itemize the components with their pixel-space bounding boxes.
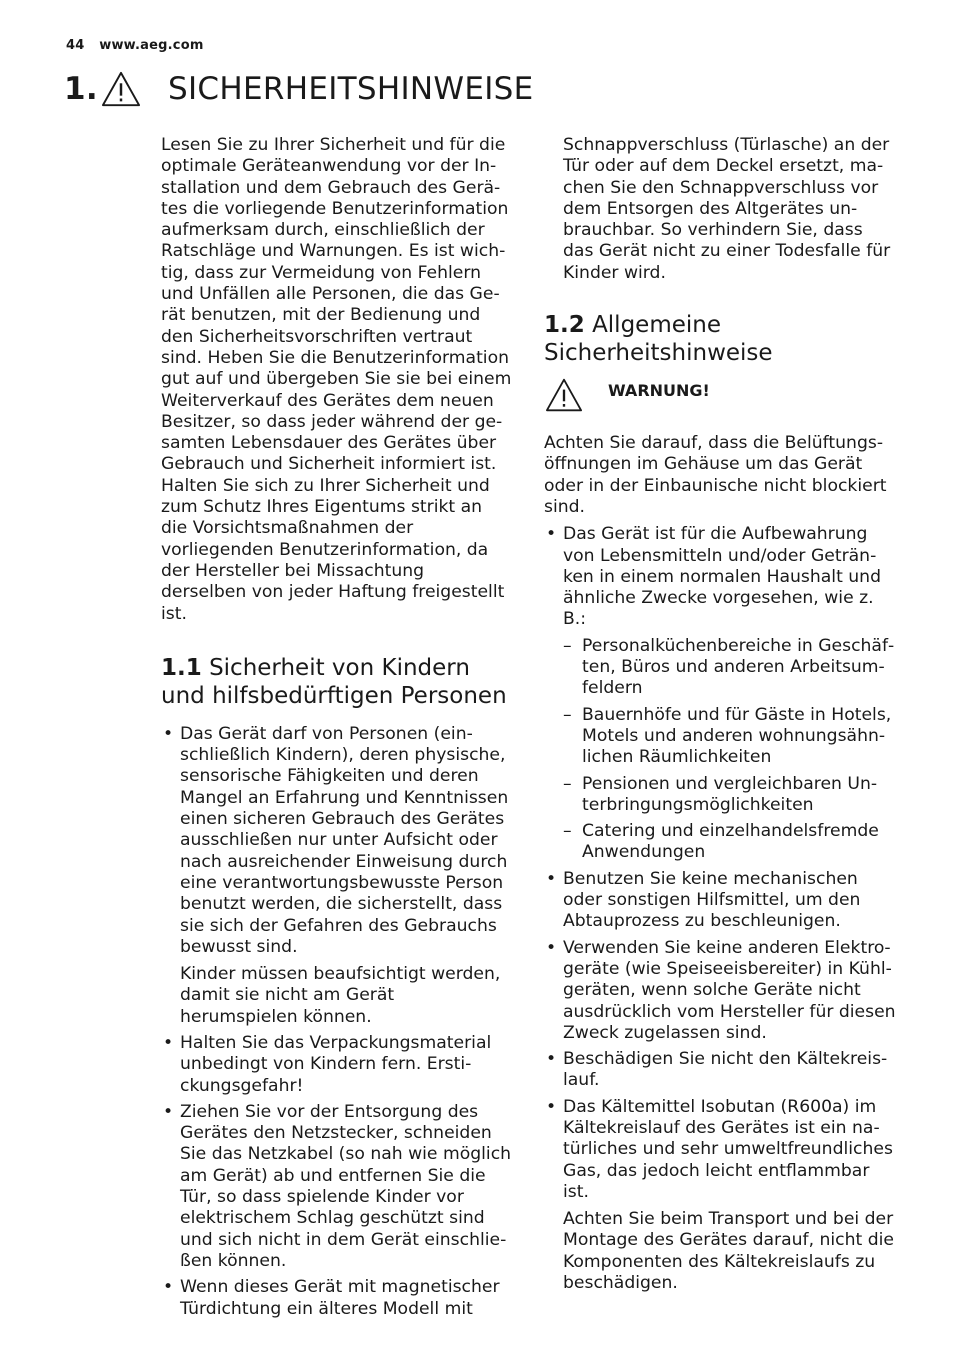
section-title: Allgemeine Sicherheitshinweise (544, 312, 773, 367)
list-item-text: • Wenn dieses Gerät mit magnetischer Türdichtung ein älteres Modell mit (180, 1277, 500, 1319)
section-1-1-list (161, 724, 513, 1320)
list-item-continuation: Schnappverschluss (Türlasche) an der Tür oder auf dem Deckel ersetzt, machen Sie den Schnappverschluss vor dem Entsorgen des Altgerätes unbrauchbar. So verhindern Sie, dass das Gerät nicht zu einer Todesfalle für Kinder wird. (563, 135, 891, 283)
list-item-text: • Das Gerät ist für die Aufbewahrung von Lebensmitteln und/oder Getränken in einem normalen Haushalt und ähnliche Zwecke vorgesehen, wie z. B.: (563, 524, 881, 630)
list-item (161, 1033, 513, 1097)
list-item (544, 869, 896, 933)
list-item (544, 1049, 896, 1092)
list-item-text: • Benutzen Sie keine mechanischen oder sonstigen Hilfsmittel, um den Abtauprozess zu beschleunigen. (563, 868, 861, 932)
sub-list-item: – Pensionen und vergleichbaren Unterbringungsmöglichkeiten (563, 774, 896, 817)
section-number: 1.1 (161, 654, 202, 681)
section-1-2-heading (544, 311, 896, 367)
list-item (544, 524, 896, 863)
list-item-text: • Das Gerät darf von Personen (einschließlich Kindern), deren physische, sensorische Fähigkeiten und deren Mangel an Erfahrung und Kenntnissen einen sicheren Gebrauch des Gerätes ausschließen nur unter Aufsicht oder nach ausreichender Einweisung durch eine verantwortungsbewusste Person benutzt werden, die sicherstellt, dass sie sich der Gefahren des Gebrauchs bewusst sind. (180, 723, 509, 957)
sub-list-item: – Personalküchenbereiche in Geschäften, Büros und anderen Arbeitsumfeldern (563, 636, 896, 700)
list-item (544, 938, 896, 1044)
section-1-1-heading (161, 654, 513, 710)
intro-paragraph: Lesen Sie zu Ihrer Sicherheit und für die optimale Geräteanwendung vor der Installation und dem Gebrauch des Gerätes die vorliegende Benutzerinformation aufmerksam durch, einschließlich der Ratschläge und Warnungen. Es ist wichtig, dass zur Vermeidung von Fehlern und Unfällen alle Personen, die das Gerät benutzen, mit der Bedienung und den Sicherheitsvorschriften vertraut sind. Heben Sie die Benutzerinformation gut auf und übergeben Sie sie bei einem Weiterverkauf des Gerätes dem neuen Besitzer, so dass jeder während der gesamten Lebensdauer des Gerätes über Gebrauch und Sicherheit informiert ist. Halten Sie sich zu Ihrer Sicherheit und zum Schutz Ihres Eigentums strikt an die Vorsichtsmaßnahmen der vorliegenden Benutzerinformation, da der Hersteller bei Missachtung derselben von jeder Haftung freigestellt ist. (161, 135, 512, 624)
chapter-number: 1. (64, 71, 98, 107)
section-title: Sicherheit von Kindern und hilfsbedürftigen Personen (161, 654, 507, 709)
page-header (66, 38, 204, 53)
sub-list-item: – Catering und einzelhandelsfremde Anwendungen (563, 821, 896, 864)
section-number: 1.2 (544, 312, 585, 339)
list-item-text: • Verwenden Sie keine anderen Elektrogeräte (wie Speiseeisbereiter) in Kühlgeräten, wenn solche Geräte nicht ausdrücklich vom Hersteller für diesen Zweck zugelassen sind. (563, 937, 896, 1043)
sub-list-item: – Bauernhöfe und für Gäste in Hotels, Motels und anderen wohnungsähnlichen Räumlichkeiten (563, 705, 896, 769)
list-item-text: • Das Kältemittel Isobutan (R600a) im Kältekreislauf des Gerätes ist ein natürliches und sehr umweltfreundliches Gas, das jedoch leicht entflammbar ist. (563, 1096, 893, 1202)
chapter-heading (64, 64, 534, 114)
list-item (161, 724, 513, 1028)
chapter-title: SICHERHEITSHINWEISE (168, 71, 534, 107)
right-column (544, 135, 896, 1299)
warning-triangle-icon (100, 70, 142, 108)
section-1-2-list (544, 524, 896, 1294)
list-item (161, 1277, 513, 1320)
warning-text: Achten Sie darauf, dass die Belüftungsöffnungen im Gehäuse um das Gerät oder in der Einbaunische nicht blockiert sind. (544, 433, 887, 517)
list-item-text: • Ziehen Sie vor der Entsorgung des Gerätes den Netzstecker, schneiden Sie das Netzkabel (so nah wie möglich am Gerät) ab und entfernen Sie die Tür, so dass spielende Kinder vor elektrischem Schlag geschützt sind und sich nicht in dem Gerät einschließen können. (180, 1101, 512, 1271)
website-link[interactable]: www.aeg.com (99, 38, 204, 53)
list-item-text: • Beschädigen Sie nicht den Kältekreislauf. (563, 1049, 888, 1091)
warning-box (544, 377, 896, 413)
left-column (161, 135, 513, 1325)
page-number: 44 (66, 38, 85, 53)
list-item-text: • Halten Sie das Verpackungsmaterial unbedingt von Kindern fern. Erstickungsgefahr! (180, 1032, 492, 1096)
list-item-extra: Kinder müssen beaufsichtigt werden, damit sie nicht am Gerät herumspielen können. (180, 964, 501, 1027)
warning-triangle-icon (544, 377, 584, 413)
list-item-extra: Achten Sie beim Transport und bei der Montage des Gerätes darauf, nicht die Komponenten des Kältekreislaufs zu beschädigen. (563, 1209, 894, 1294)
list-item (161, 1102, 513, 1272)
sub-list (563, 636, 896, 864)
warning-label: WARNUNG! (608, 381, 710, 401)
list-item (544, 1097, 896, 1295)
